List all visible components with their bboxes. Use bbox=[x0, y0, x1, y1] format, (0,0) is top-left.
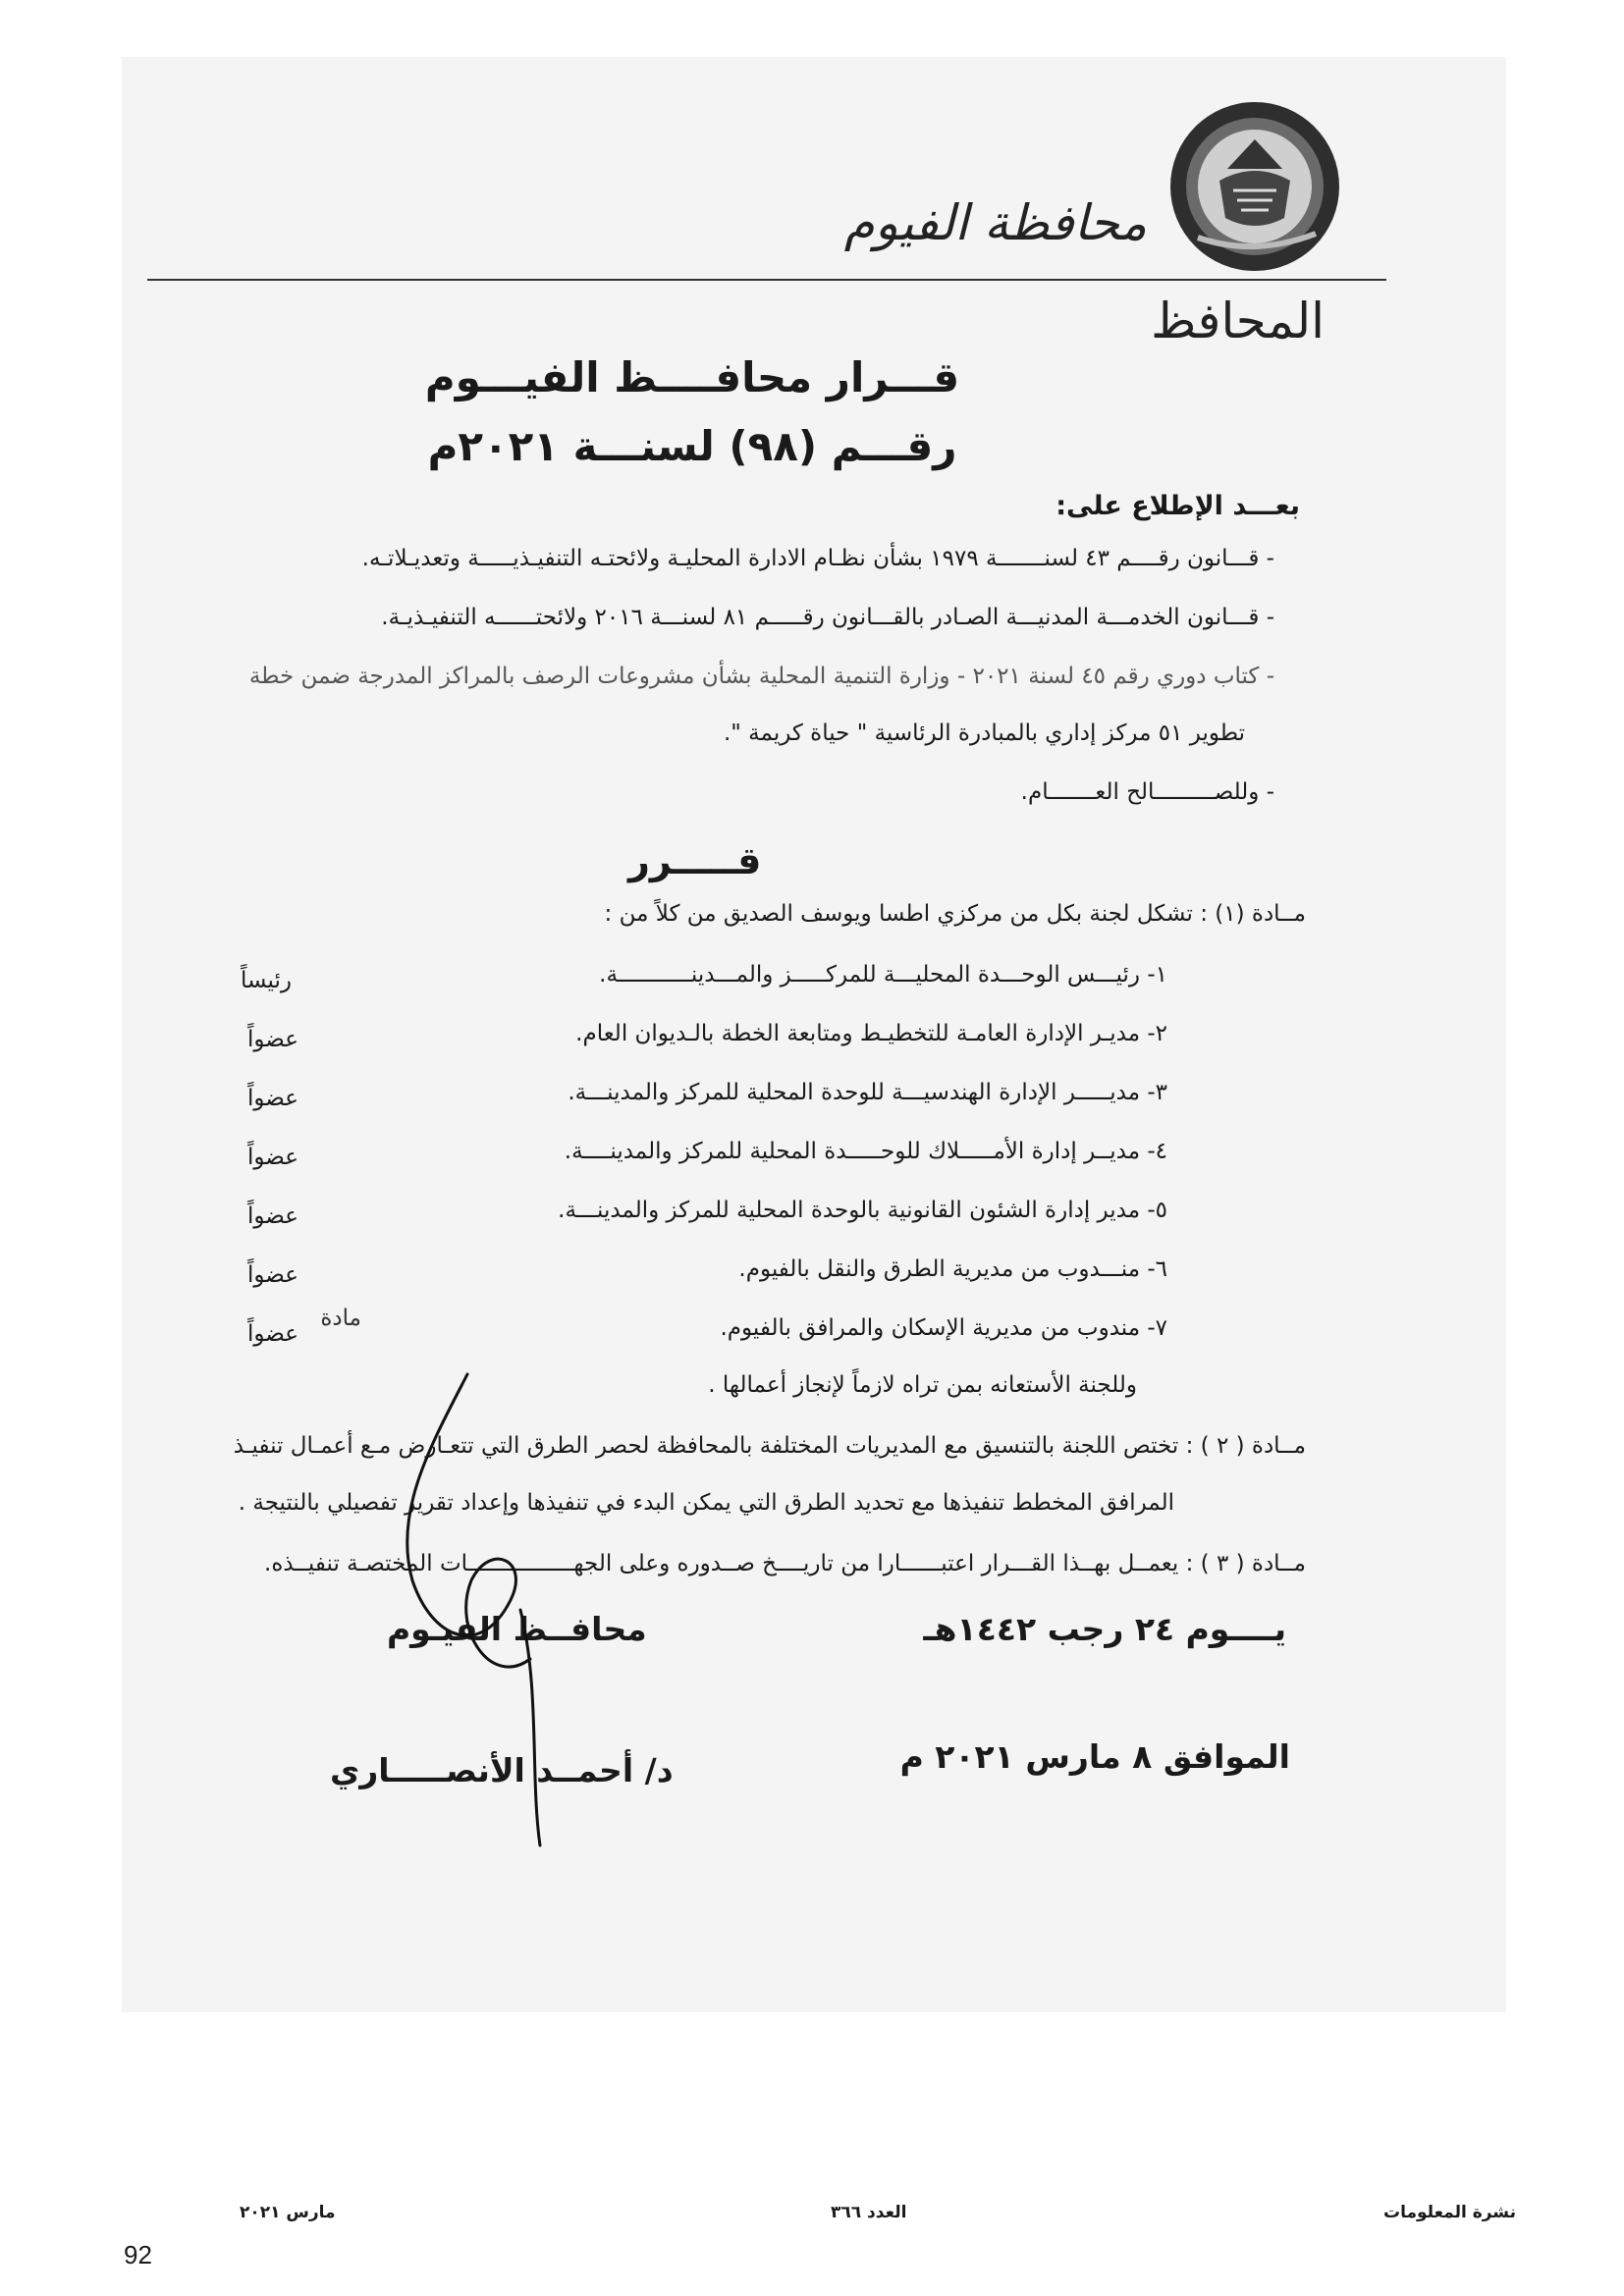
margin-note: مادة bbox=[320, 1306, 361, 1331]
member-5-role: عضواً bbox=[247, 1203, 298, 1229]
article-2-line-2: المرافق المخطط تنفيذها مع تحديد الطرق التي يمكن البدء في تنفيذها وإعداد تقرير تفصيلي بالنتيجة . bbox=[238, 1490, 1174, 1516]
member-1: ١- رئيـــس الوحـــدة المحليـــة للمركـــــز والمـــدينـــــــــــة. bbox=[599, 962, 1167, 988]
header-divider bbox=[147, 279, 1386, 281]
recital-2: - قـــانون الخدمـــة المدنيـــة الصـادر بالقـــانون رقـــــم ٨١ لسنـــة ٢٠١٦ ولائحتــــــه التنفيـذيـة. bbox=[381, 605, 1274, 630]
article-1-intro: مــادة (١) : تشكل لجنة بكل من مركزي اطسا ويوسف الصديق من كلاً من : bbox=[604, 901, 1306, 927]
recital-4: - وللصـــــــــالح العـــــــام. bbox=[1020, 779, 1274, 805]
article-3: مــادة ( ٣ ) : يعمــل بهــذا القـــرار اعتبــــــارا من تاريــــخ صــدوره وعلى الجهــــــــــــــــات المختصـة تنفيــذه. bbox=[264, 1551, 1306, 1576]
preamble-heading: بعـــد الإطلاع على: bbox=[1056, 491, 1300, 521]
member-4: ٤- مديــر إدارة الأمـــــلاك للوحـــــدة المحلية للمركز والمدينــــة. bbox=[564, 1139, 1167, 1164]
footer-month: مارس ٢٠٢١ bbox=[240, 2203, 336, 2222]
handwritten-signature bbox=[373, 1364, 609, 1855]
article-2-line-1: مــادة ( ٢ ) : تختص اللجنة بالتنسيق مع المديريات المختلفة بالمحافظة لحصر الطرق التي تتعـارض مـع أعمـال تنفيـذ bbox=[233, 1433, 1306, 1459]
page-number: 92 bbox=[124, 2240, 152, 2269]
decree-title: قـــرار محافــــظ الفيـــوم bbox=[424, 353, 960, 401]
governorate-name: محافظة الفيوم bbox=[843, 194, 1147, 251]
recital-1: - قـــانون رقــــم ٤٣ لسنـــــــة ١٩٧٩ بشأن نظـام الادارة المحليـة ولائحتـه التنفيـذيـــــة وتعديـلاتـه. bbox=[361, 546, 1274, 571]
member-2-role: عضواً bbox=[247, 1027, 298, 1052]
footer-issue: العدد ٣٦٦ bbox=[831, 2203, 907, 2222]
date-hijri: يــــوم ٢٤ رجب ١٤٤٢هـ bbox=[923, 1610, 1286, 1648]
member-5: ٥- مدير إدارة الشئون القانونية بالوحدة المحلية للمركز والمدينـــة. bbox=[558, 1198, 1167, 1223]
governorate-seal bbox=[1168, 100, 1341, 273]
footer-publication: نشرة المعلومات bbox=[1382, 2203, 1516, 2222]
signer-name: د/ أحمــد الأنصـــــاري bbox=[330, 1751, 674, 1789]
committee-note: وللجنة الأستعانه بمن تراه لازماً لإنجاز أعمالها . bbox=[708, 1372, 1137, 1398]
office-title: المحافظ bbox=[1151, 293, 1325, 349]
decree-heading: قـــــرر bbox=[628, 839, 762, 882]
member-7-role: عضواً bbox=[247, 1321, 298, 1347]
signer-title: محافــظ الفيـوم bbox=[387, 1610, 647, 1648]
member-2: ٢- مديـر الإدارة العامـة للتخطيـط ومتابعة الخطة بالـديوان العام. bbox=[575, 1021, 1167, 1046]
member-3-role: عضواً bbox=[247, 1086, 298, 1111]
member-7: ٧- مندوب من مديرية الإسكان والمرافق بالفيوم. bbox=[720, 1315, 1167, 1341]
member-1-role: رئيساً bbox=[241, 968, 292, 993]
member-4-role: عضواً bbox=[247, 1145, 298, 1170]
date-gregorian: الموافق ٨ مارس ٢٠٢١ م bbox=[899, 1737, 1290, 1776]
recital-3-cont: تطوير ٥١ مركز إداري بالمبادرة الرئاسية " حياة كريمة ". bbox=[723, 721, 1245, 746]
member-6: ٦- منـــدوب من مديرية الطرق والنقل بالفيوم. bbox=[738, 1256, 1167, 1282]
decree-number: رقـــم (٩٨) لسنـــة ٢٠٢١م bbox=[427, 422, 957, 470]
recital-3: - كتاب دوري رقم ٤٥ لسنة ٢٠٢١ - وزارة التنمية المحلية بشأن مشروعات الرصف بالمراكز المدرجة ضمن خطة bbox=[248, 664, 1274, 689]
member-6-role: عضواً bbox=[247, 1262, 298, 1288]
member-3: ٣- مديـــــر الإدارة الهندسيـــة للوحدة المحلية للمركز والمدينـــة. bbox=[568, 1080, 1167, 1105]
